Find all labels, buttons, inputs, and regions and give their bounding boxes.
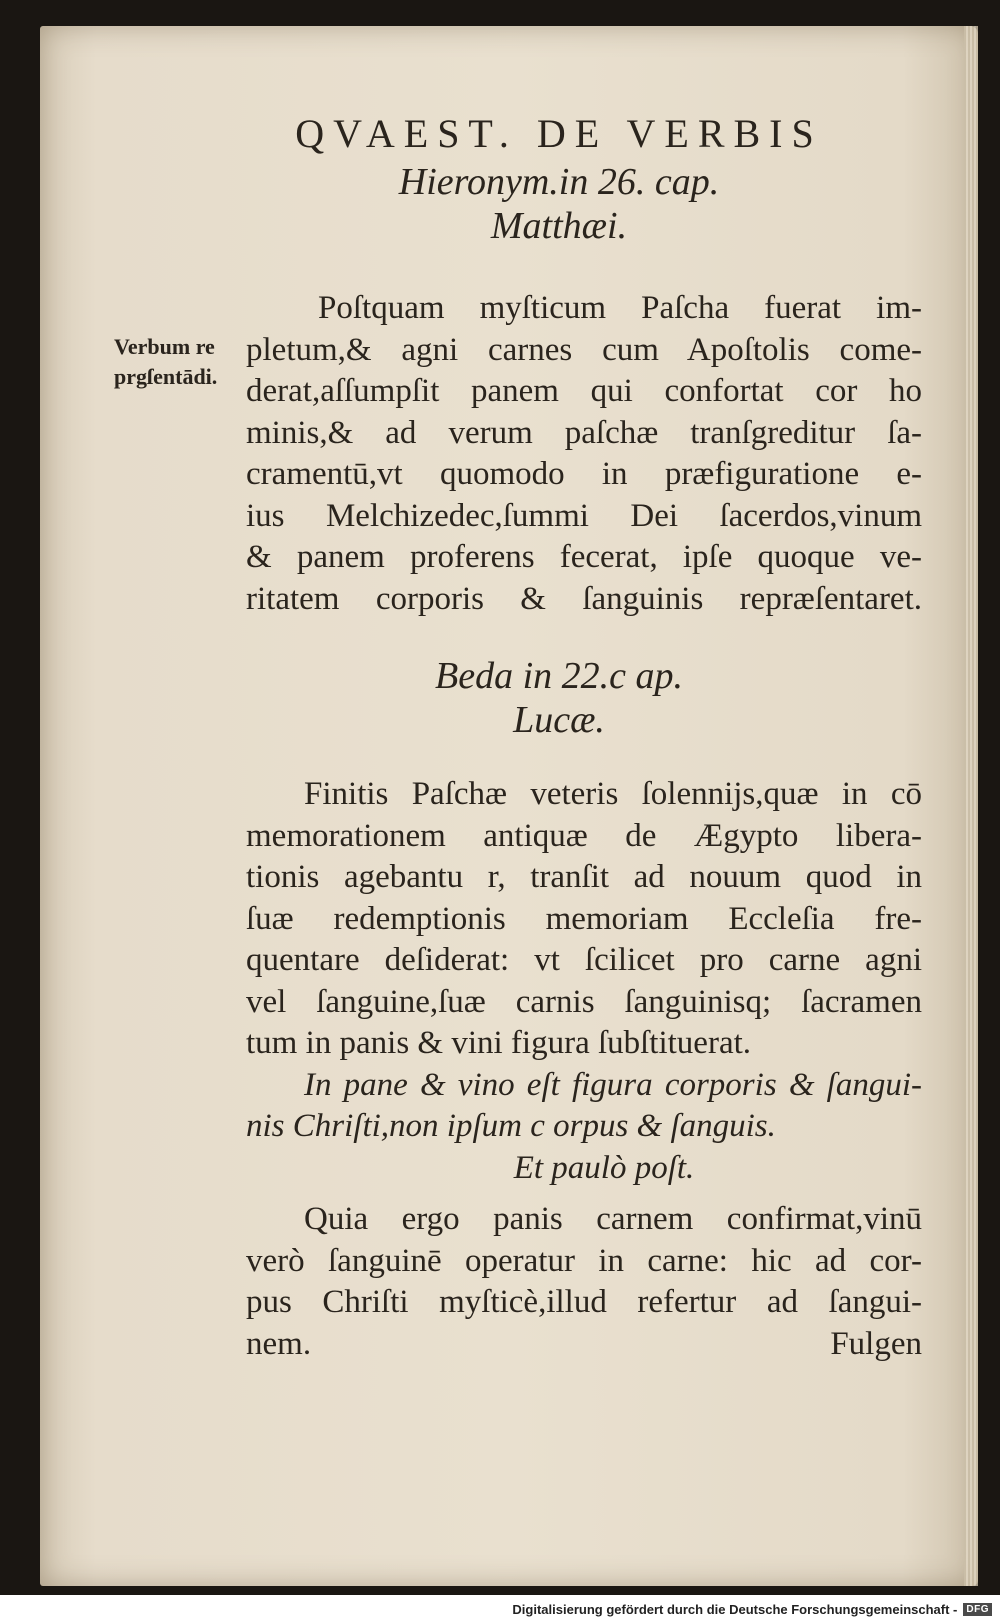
section2-heading-line: Beda in 22.c ap. (434, 655, 683, 697)
text-line: Poſtquam myſticum Paſcha fuerat im- (318, 290, 922, 326)
italic-line: nis Chriſti,non ipſum c orpus & ſanguis. (246, 1108, 776, 1144)
footer-credit: Digitalisierung gefördert durch die Deutsche Forschungsgemeinschaft - (512, 1601, 958, 1617)
text-line: minis,& ad verum paſchæ tranſgreditur ſa- (246, 414, 922, 451)
text-line: cramentū,vt quomodo in præfiguratione e- (246, 456, 922, 492)
section1-heading (40, 160, 978, 248)
text-line: ius Melchizedec,ſummi Dei ſacerdos,vinum (246, 497, 922, 534)
section2-heading (40, 654, 978, 742)
subheading: Et paulò poſt. (513, 1149, 695, 1186)
text-line: derat,aſſumpſit panem qui confortat cor ho (246, 373, 922, 409)
text-line: Quia ergo panis carnem confirmat,vinū (304, 1201, 922, 1237)
italic-line: In pane & vino eſt figura corporis & ſangui- (304, 1066, 922, 1103)
text-line: pletum,& agni carnes cum Apoſtolis come- (246, 331, 922, 368)
text-line: vel ſanguine,ſuæ carnis ſanguinisq; ſacramen (246, 983, 922, 1020)
text-line: memorationem antiquæ de Ægypto libera- (246, 817, 922, 854)
text-line: tionis agebantu r, tranſit ad nouum quod in (246, 859, 922, 895)
text-line: ritatem corporis & ſanguinis repræſentaret. (246, 580, 922, 617)
margin-note-line: Verbum re (114, 334, 215, 359)
catchword: Fulgen (830, 1325, 922, 1362)
digitization-footer (0, 1595, 1000, 1623)
text-line: Finitis Paſchæ veteris ſolennijs,quæ in cō (304, 776, 922, 812)
running-head: QVAEST. DE VERBIS (295, 111, 823, 156)
section2-body (246, 774, 922, 1365)
text-line: nem. (246, 1325, 312, 1362)
section1-heading-line: Matthæi. (490, 205, 628, 247)
page-edge (964, 26, 978, 1586)
book-page (40, 26, 978, 1586)
section1-body (246, 288, 922, 620)
section1-heading-line: Hieronym.in 26. cap. (398, 161, 720, 203)
text-line: & panem proferens fecerat, ipſe quoque ve- (246, 539, 922, 575)
last-line-row (246, 1324, 922, 1366)
dfg-logo: DFG (963, 1603, 992, 1616)
text-line: pus Chriſti myſticè,illud refertur ad ſangui- (246, 1284, 922, 1320)
section2-heading-line: Lucæ. (513, 699, 605, 741)
text-line: quentare deſiderat: vt ſcilicet pro carne agni (246, 942, 922, 978)
margin-note-line: prgſentādi. (114, 364, 218, 389)
text-line: verò ſanguinē operatur in carne: hic ad cor- (246, 1242, 922, 1279)
margin-note (114, 332, 217, 392)
text-line: tum in panis & vini figura ſubſtituerat. (246, 1025, 752, 1061)
text-line: ſuæ redemptionis memoriam Eccleſia fre- (246, 900, 922, 937)
